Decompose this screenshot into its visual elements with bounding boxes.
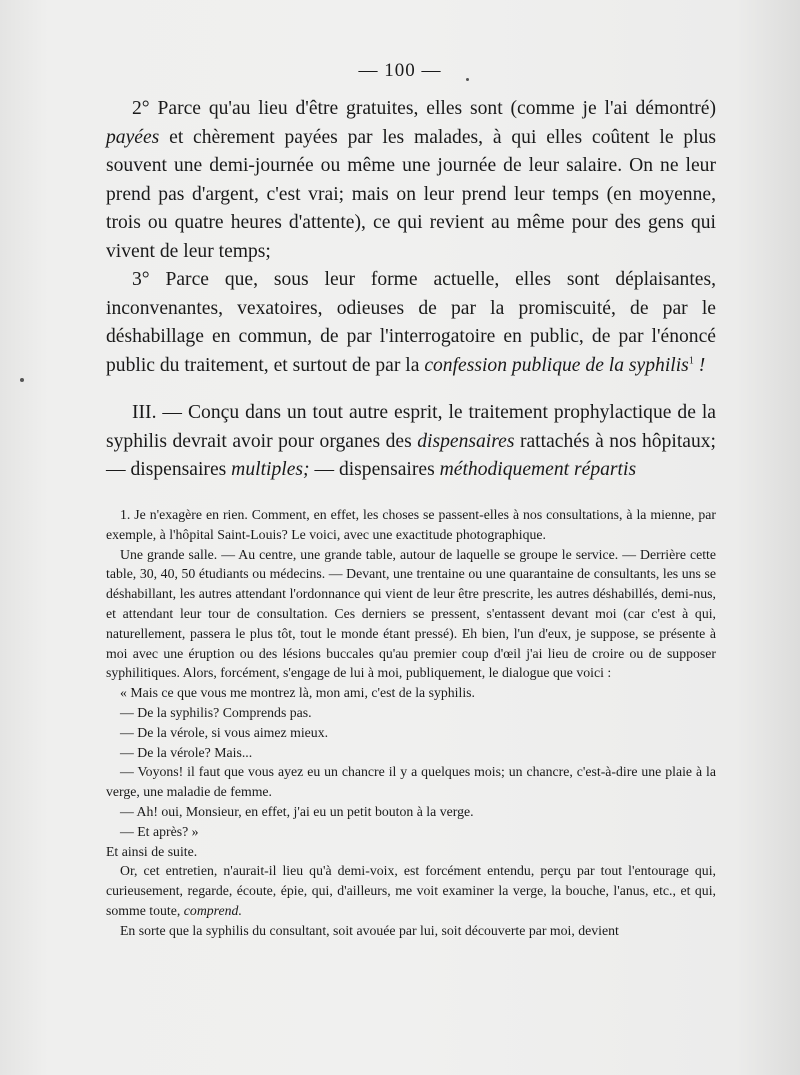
dialogue-line-7: — Et après? » bbox=[120, 823, 199, 839]
dialogue-line-3: — De la vérole, si vous aimez mieux. bbox=[120, 724, 329, 740]
dialogue-line-4: — De la vérole? Mais... bbox=[120, 744, 253, 760]
section-III-em-repartis: méthodiquement répartis bbox=[439, 459, 637, 480]
footnote-block bbox=[106, 505, 716, 941]
footnote-p3: Et ainsi de suite. bbox=[106, 843, 198, 859]
reason-3-lead: 3° Parce que, sous leur forme actuelle, elles sont déplaisantes, inconvenantes, vexatoires, odieuses de par la promiscuité, de par le déshabillage en commun, de par l'interrogatoire en public, de par l'énoncé public du traitement, et surtout de par la bbox=[106, 269, 716, 376]
paragraph-reason-3 bbox=[106, 266, 716, 380]
footnote-p5: En sorte que la syphilis du consultant, soit avouée par lui, soit découverte par moi, devient bbox=[120, 922, 619, 938]
footnote-p4-lead: Or, cet entretien, n'aurait-il lieu qu'à demi-voix, est forcément entendu, perçu par tout l'entourage qui, curieusement, regarde, écoute, épie, qui, d'ailleurs, me voit examiner la verge, la bouche, l'anus, etc., et qui, somme toute, bbox=[106, 863, 716, 918]
section-III-lead: III. — Conçu dans un tout autre esprit, le traitement prophylactique de la syphilis devrait avoir pour organes des bbox=[106, 402, 716, 452]
reason-3-emphasis: confession publique de la syphilis bbox=[424, 354, 689, 376]
reason-2-rest: et chèrement payées par les malades, à qui elles coûtent le plus souvent une demi-journée ou même une journée de leur salaire. On ne leur prend pas d'argent, c'est vrai; mais on leur prend leur temps (en moyenne, trois ou quatre heures d'attente), ce qui revient au même pour des gens qui vivent de leur temps; bbox=[106, 126, 716, 262]
footnote-p4 bbox=[106, 861, 716, 920]
section-III-em-multiples: multiples; bbox=[231, 459, 310, 480]
footnote-marker: 1 bbox=[688, 354, 694, 366]
section-III-em-dispensaires: dispensaires bbox=[417, 430, 515, 452]
dialogue-line-5: — Voyons! il faut que vous ayez eu un chancre il y a quelques mois; un chancre, c'est-à-dire une plaie à la verge, une maladie de femme. bbox=[106, 764, 716, 800]
dialogue-line-6: — Ah! oui, Monsieur, en effet, j'ai eu un petit bouton à la verge. bbox=[120, 803, 474, 819]
reason-2-emphasis: payées bbox=[106, 126, 160, 148]
page-number: — 100 — bbox=[358, 60, 442, 81]
footnote-p4-emphasis: comprend. bbox=[183, 902, 242, 918]
dialogue-line-1: « Mais ce que vous me montrez là, mon ami, c'est de la syphilis. bbox=[120, 685, 475, 701]
dialogue-line-2: — De la syphilis? Comprends pas. bbox=[120, 704, 312, 720]
footnote-p2: Une grande salle. — Au centre, une grande table, autour de laquelle se groupe le service. — Derrière cette table, 30, 40, 50 étudiants ou médecins. — Devant, une trentaine ou une quarantaine de consultants, les uns se déshabillant, les autres attendant l'ordonnance qui vient de leur être prescrite, les autres déshabillés, demi-nus, et attendant leur tour de consultation. Ces derniers se pressent, s'entassent devant moi (car c'est à qui, naturellement, passera le plus tôt, tout le monde étant pressé). Eh bien, l'un d'eux, je suppose, se présente à moi avec une éruption ou des lésions buccales qu'au premier coup d'œil j'ai lieu de croire ou de supposer syphilitiques. Alors, forcément, s'engage de lui à moi, publiquement, le dialogue que voici : bbox=[106, 546, 716, 681]
section-III-mid-2: — dispensaires bbox=[309, 459, 440, 480]
paragraph-section-III bbox=[106, 399, 716, 485]
paper-speck bbox=[20, 378, 24, 382]
reason-3-tail: ! bbox=[693, 354, 706, 376]
section-III-mid-1: rattachés à nos hôpitaux; — dispensaires bbox=[106, 430, 716, 480]
paper-speck bbox=[466, 78, 469, 81]
footnote-p1: 1. Je n'exagère en rien. Comment, en effet, les choses se passent-elles à nos consultations, à la mienne, par exemple, à l'hôpital Saint-Louis? Le voici, avec une exactitude photographique. bbox=[106, 507, 716, 542]
reason-2-lead: 2° Parce qu'au lieu d'être gratuites, elles sont (comme je l'ai démontré) bbox=[132, 98, 716, 119]
paragraph-reason-2 bbox=[106, 95, 716, 266]
